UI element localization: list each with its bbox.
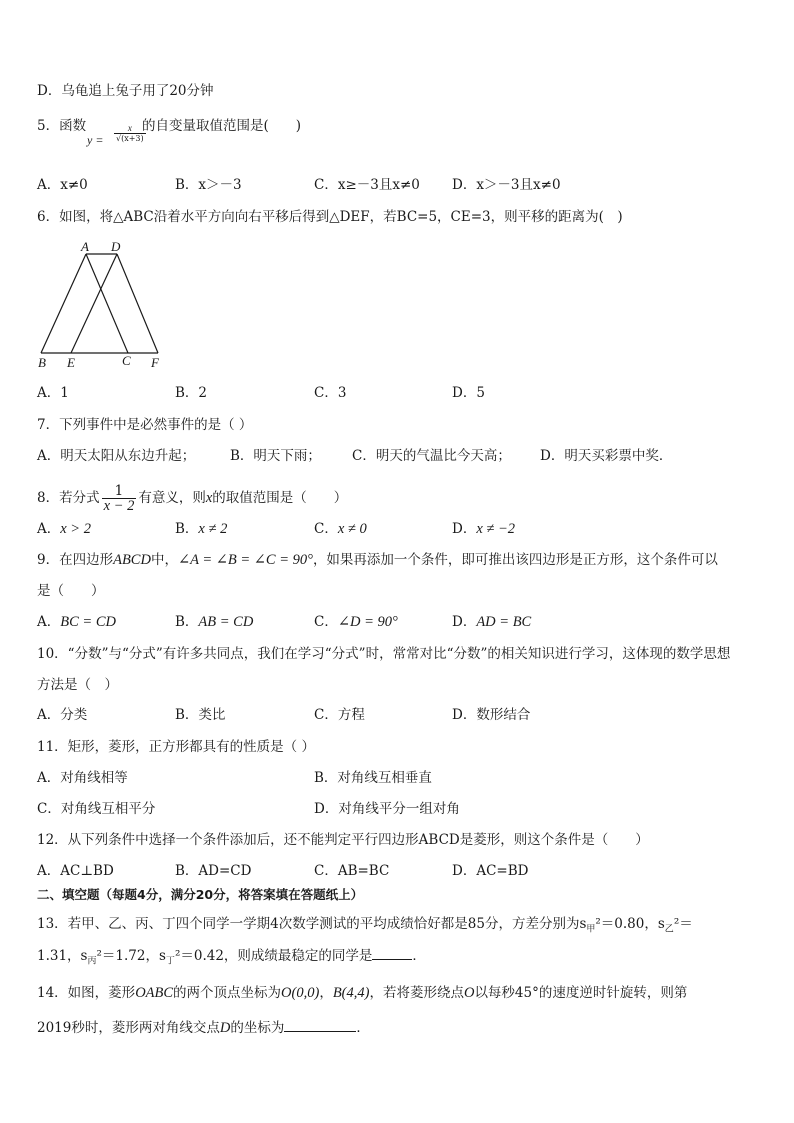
q7-option-d: D．明天买彩票中奖．: [540, 448, 673, 464]
q10-option-c: C．方程: [314, 707, 365, 723]
q5-formula-num: x: [114, 124, 146, 134]
q11-option-a: A．对角线相等: [37, 770, 128, 786]
q6-figure: [30, 236, 175, 371]
q8-suffix-a: 有意义，则: [138, 490, 206, 506]
q5-option-b: B．x＞－3: [175, 177, 242, 193]
q9-option-b: B．AB = CD: [175, 614, 254, 630]
q13-answer-blank[interactable]: [372, 947, 412, 960]
q5-option-a: A．x≠0: [37, 177, 88, 193]
q10-option-b: B．类比: [175, 707, 226, 723]
q6-label-e: E: [67, 355, 75, 370]
q8-option-a: A．x > 2: [37, 521, 91, 537]
q12-option-a: A．AC⊥BD: [37, 863, 114, 879]
q11-option-c: C．对角线互相平分: [37, 801, 156, 817]
q6-line-ab: [41, 254, 86, 353]
q5-suffix: 的自变量取值范围是( ): [142, 118, 302, 134]
q13-line1: 13．若甲、乙、丙、丁四个同学一学期4次数学测试的平均成绩恰好都是85分，方差分别为$s_甲^2=0.80$，$s_乙^2=$: [37, 916, 693, 935]
q10-option-d: D．数形结合: [452, 707, 531, 723]
q14-answer-blank[interactable]: [284, 1019, 356, 1032]
q5-option-d: D．x＞－3且x≠0: [452, 177, 561, 193]
q6-option-b: B．2: [175, 385, 208, 401]
q4-option-d: D．乌龟追上兔子用了20分钟: [37, 83, 214, 99]
q7-stem: 7．下列事件中是必然事件的是（ ）: [37, 417, 253, 433]
q5-formula-lhs: y =: [87, 133, 104, 147]
q9-stem: 9．在四边形ABCD中，∠A = ∠B = ∠C = 90°，如果再添加一个条件，即可推出该四边形是正方形，这个条件可以: [37, 552, 718, 568]
q9-option-a: A．BC = CD: [37, 614, 116, 630]
q13-line2: 1.31，$s_丙^2=1.72$，$s_丁^2=0.42$，则成绩最稳定的同学是 ．: [37, 948, 426, 967]
q9-option-d: D．AD = BC: [452, 614, 532, 630]
q8-frac-num: 1: [102, 484, 137, 499]
section-heading: 二、填空题（每题4分，满分20分，将答案填在答题纸上）: [37, 887, 364, 902]
q8-suffix-b: 的取值范围是（ ）: [212, 490, 348, 506]
q12-option-c: C．AB=BC: [314, 863, 390, 879]
q8-fraction: [102, 484, 137, 513]
q6-option-c: C．3: [314, 385, 347, 401]
q6-label-b: B: [38, 355, 46, 370]
q7-option-b: B．明天下雨；: [230, 448, 321, 464]
q6-option-d: D．5: [452, 385, 485, 401]
q12-stem: 12．从下列条件中选择一个条件添加后，还不能判定平行四边形ABCD是菱形，则这个条件是（ ）: [37, 832, 649, 848]
q6-line-ac: [86, 254, 128, 353]
q9-option-c: C．∠D = 90°: [314, 614, 398, 630]
q12-option-b: B．AD=CD: [175, 863, 252, 879]
q14-line2: 2019秒时，菱形两对角线交点D的坐标为 ．: [37, 1020, 370, 1036]
q8-option-b: B．x ≠ 2: [175, 521, 228, 537]
q8-option-c: C．x ≠ 0: [314, 521, 367, 537]
q11-option-d: D．对角线平分一组对角: [314, 801, 460, 817]
q6-label-d: D: [111, 239, 121, 254]
q6-line-de: [71, 254, 117, 353]
q10-stem: 10．“分数”与“分式”有许多共同点，我们在学习“分式”时，常常对比“分数”的相关知识进行学习，这体现的数学思想: [37, 646, 731, 662]
q14-line1: 14．如图，菱形OABC的两个顶点坐标为O(0,0)，B(4,4)，若将菱形绕点O以每秒45°的速度逆时针旋转，则第: [37, 985, 688, 1001]
q5-prefix: 5．函数: [37, 118, 87, 134]
q11-option-b: B．对角线互相垂直: [314, 770, 432, 786]
q6-line-df: [117, 254, 158, 353]
q9-stem-line2: 是（ ）: [37, 583, 105, 599]
q6-stem: 6．如图，将△ABC沿着水平方向向右平移后得到△DEF，若BC=5，CE=3，则平移的距离为( ): [37, 209, 623, 225]
q5-formula-den: √(x+3): [116, 134, 144, 143]
q7-option-c: C．明天的气温比今天高；: [352, 448, 511, 464]
q7-option-a: A．明天太阳从东边升起；: [37, 448, 196, 464]
q11-stem: 11．矩形，菱形，正方形都具有的性质是（ ）: [37, 739, 315, 755]
q6-label-c: C: [122, 353, 131, 368]
q8-frac-den: x − 2: [103, 498, 135, 514]
q6-label-f: F: [151, 355, 159, 370]
q6-label-a: A: [81, 239, 89, 254]
q10-option-a: A．分类: [37, 707, 88, 723]
q10-stem-line2: 方法是（ ）: [37, 677, 118, 693]
q6-option-a: A．1: [37, 385, 69, 401]
q12-option-d: D．AC=BD: [452, 863, 529, 879]
q8-line: [37, 484, 347, 513]
q8-var: x: [205, 490, 213, 506]
q8-option-d: D．x ≠ −2: [452, 521, 516, 537]
q5-option-c: C．x≥－3且x≠0: [314, 177, 420, 193]
q8-prefix: 8．若分式: [37, 490, 100, 506]
